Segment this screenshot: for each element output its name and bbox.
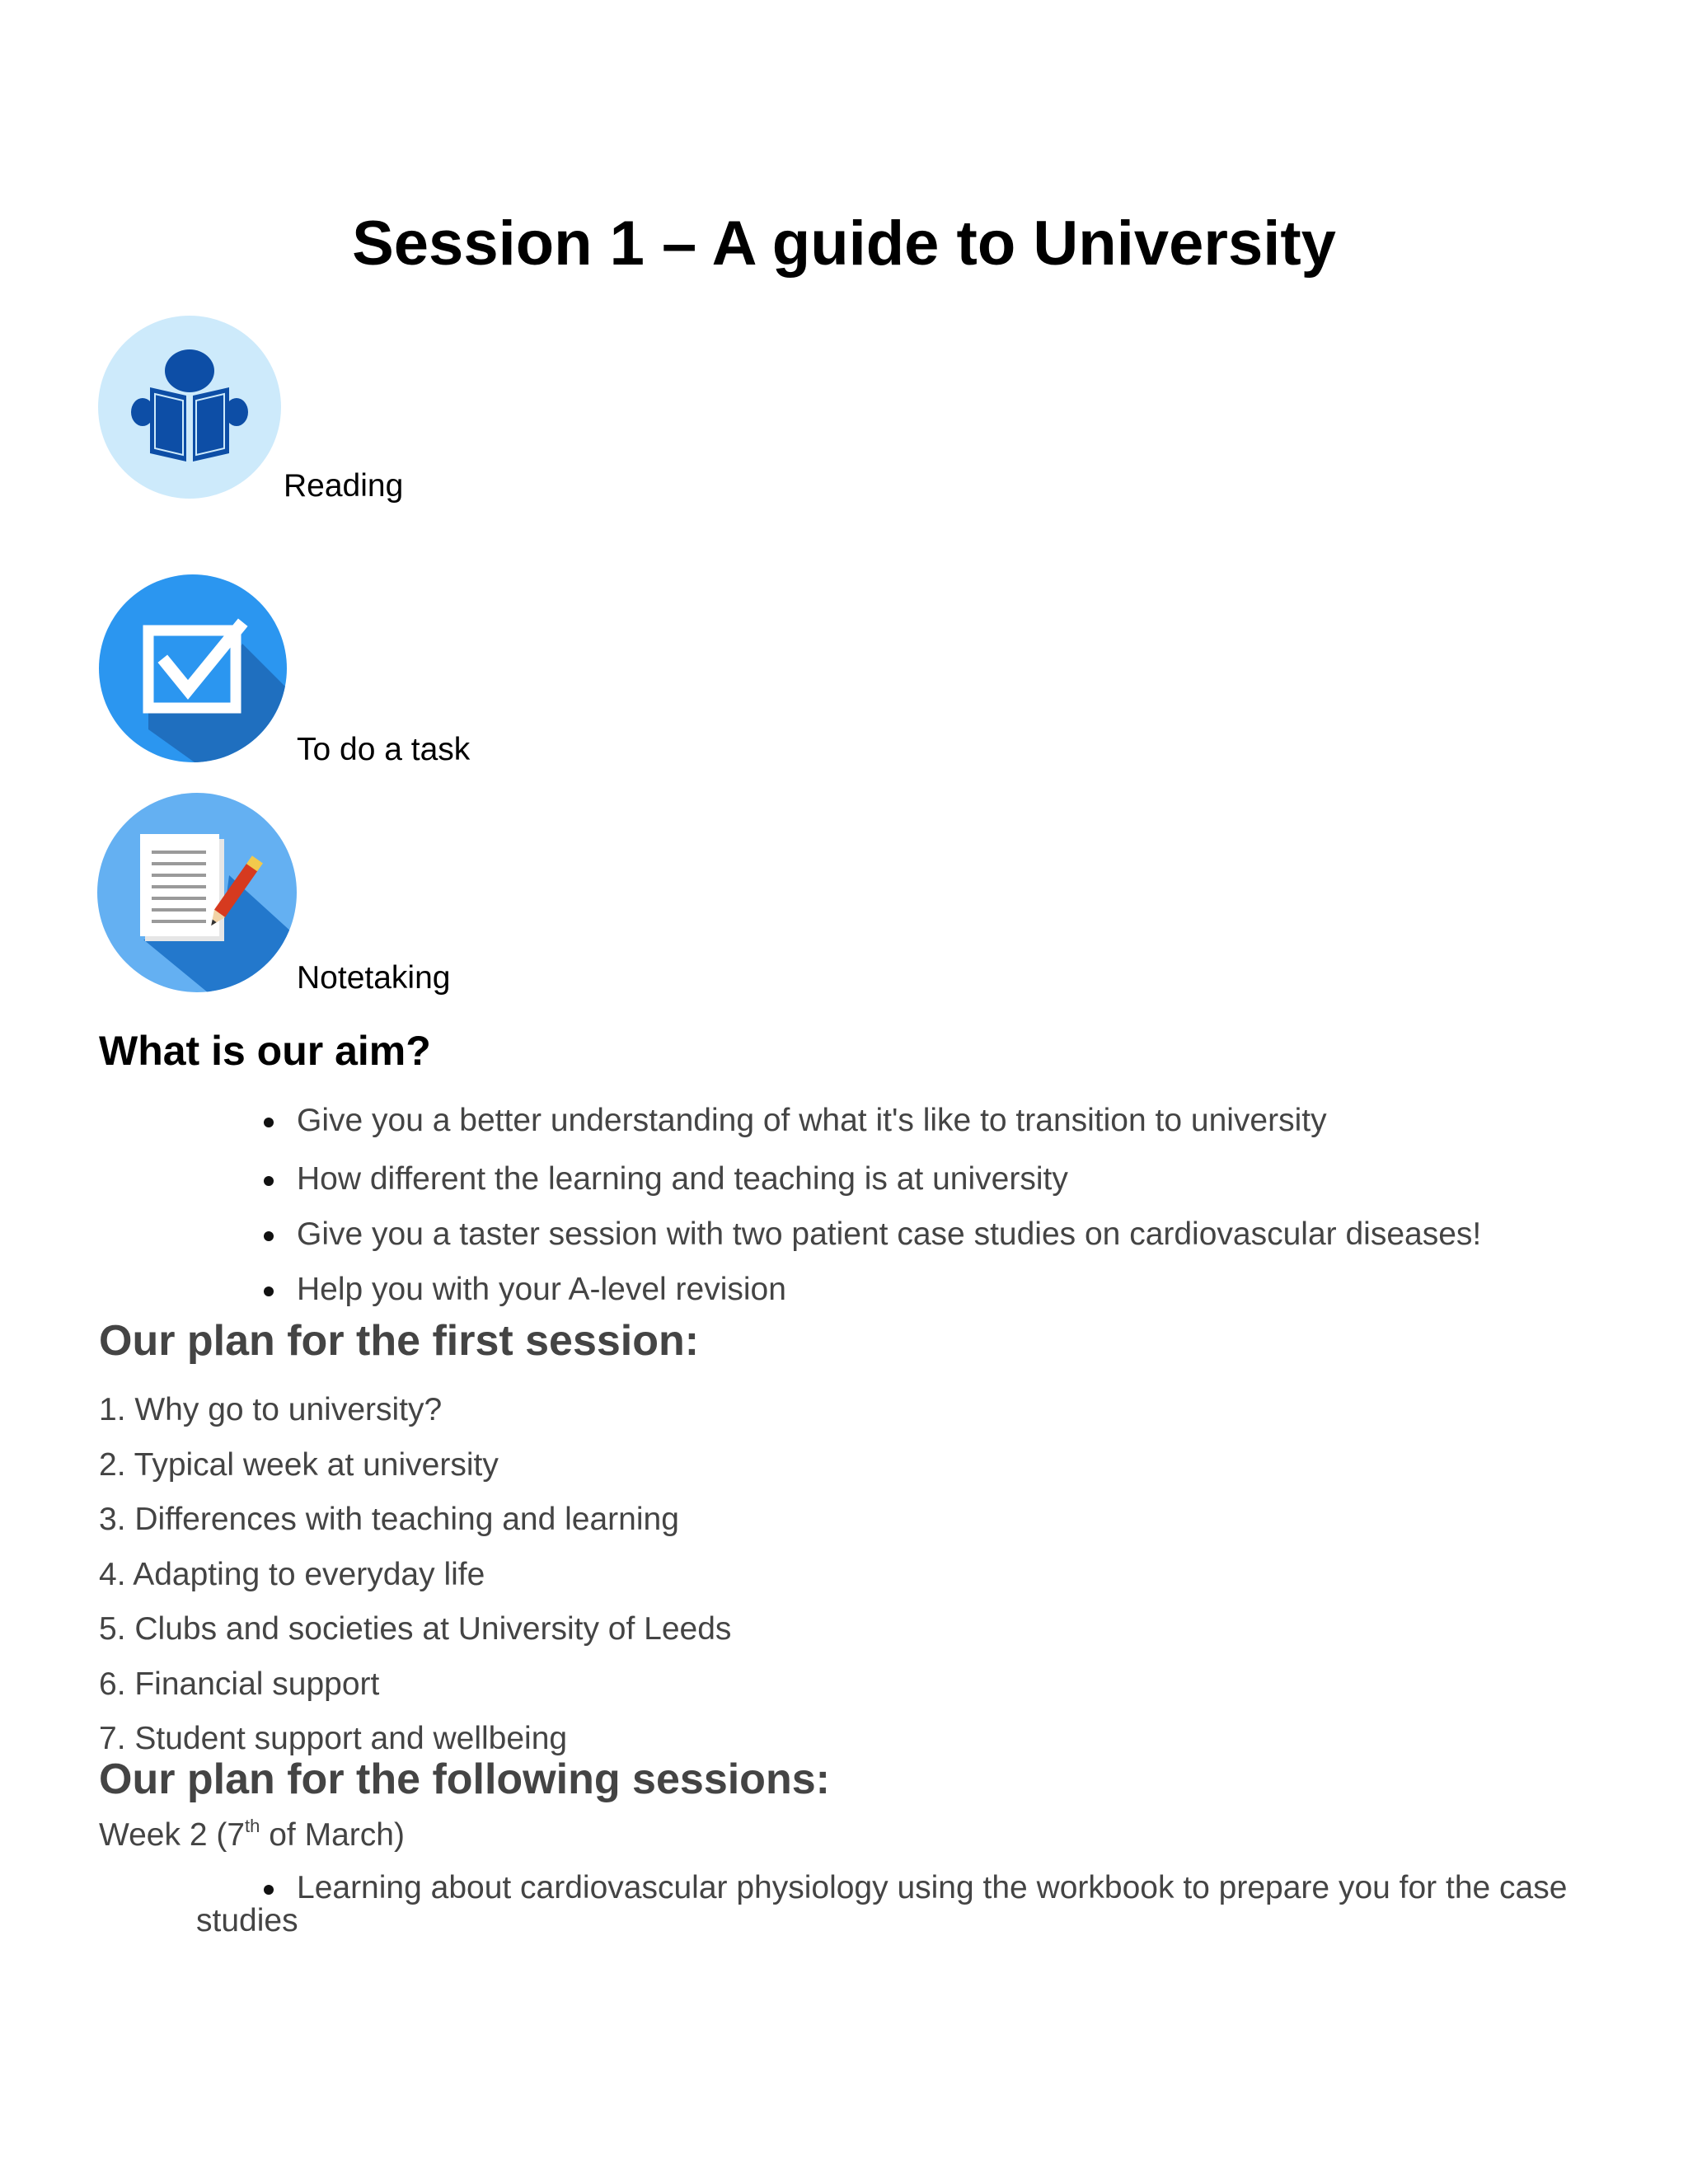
first-session-item: 6. Financial support [99, 1666, 380, 1702]
aim-list [256, 1101, 1481, 1309]
first-session-item: 5. Clubs and societies at University of Leeds [99, 1611, 732, 1647]
aim-list-item: Give you a better understanding of what it's like to transition to university [256, 1101, 1481, 1140]
first-session-item: 7. Student support and wellbeing [99, 1721, 568, 1756]
bullet-dot [264, 1885, 274, 1895]
first-session-item: 4. Adapting to everyday life [99, 1556, 485, 1592]
week2-prefix: Week 2 (7 [99, 1817, 246, 1853]
aim-list-item: Help you with your A-level revision [256, 1270, 1481, 1309]
legend-reading-label: Reading [284, 468, 404, 504]
checkbox-task-icon [97, 573, 295, 771]
week2-label [99, 1816, 405, 1855]
first-session-item: 3. Differences with teaching and learning [99, 1502, 679, 1537]
reading-person-icon [97, 315, 282, 499]
legend-notetaking [97, 793, 509, 999]
week2-ordinal: th [245, 1816, 260, 1836]
aim-list-item: Give you a taster session with two patient case studies on cardiovascular diseases! [256, 1215, 1481, 1254]
first-session-item: 2. Typical week at university [99, 1446, 499, 1483]
page-title: Session 1 – A guide to University [352, 209, 1336, 279]
legend-reading [97, 315, 427, 504]
following-sessions-heading: Our plan for the following sessions: [99, 1755, 830, 1803]
first-session-list [99, 1383, 731, 1767]
legend-task [97, 573, 509, 771]
week2-bullet-line1: Learning about cardiovascular physiology using the workbook to prepare you for the case [297, 1870, 1568, 1905]
legend-task-label: To do a task [297, 732, 471, 767]
legend-notetaking-label: Notetaking [297, 960, 451, 996]
aim-list-item: How different the learning and teaching is at university [256, 1160, 1481, 1198]
first-session-item: 1. Why go to university? [99, 1392, 443, 1427]
notepad-pencil-icon [97, 793, 299, 995]
first-session-heading: Our plan for the first session: [99, 1317, 700, 1365]
week2-suffix: of March) [260, 1817, 405, 1853]
week2-bullet-line2: studies [196, 1903, 298, 1938]
aim-heading: What is our aim? [99, 1028, 431, 1074]
